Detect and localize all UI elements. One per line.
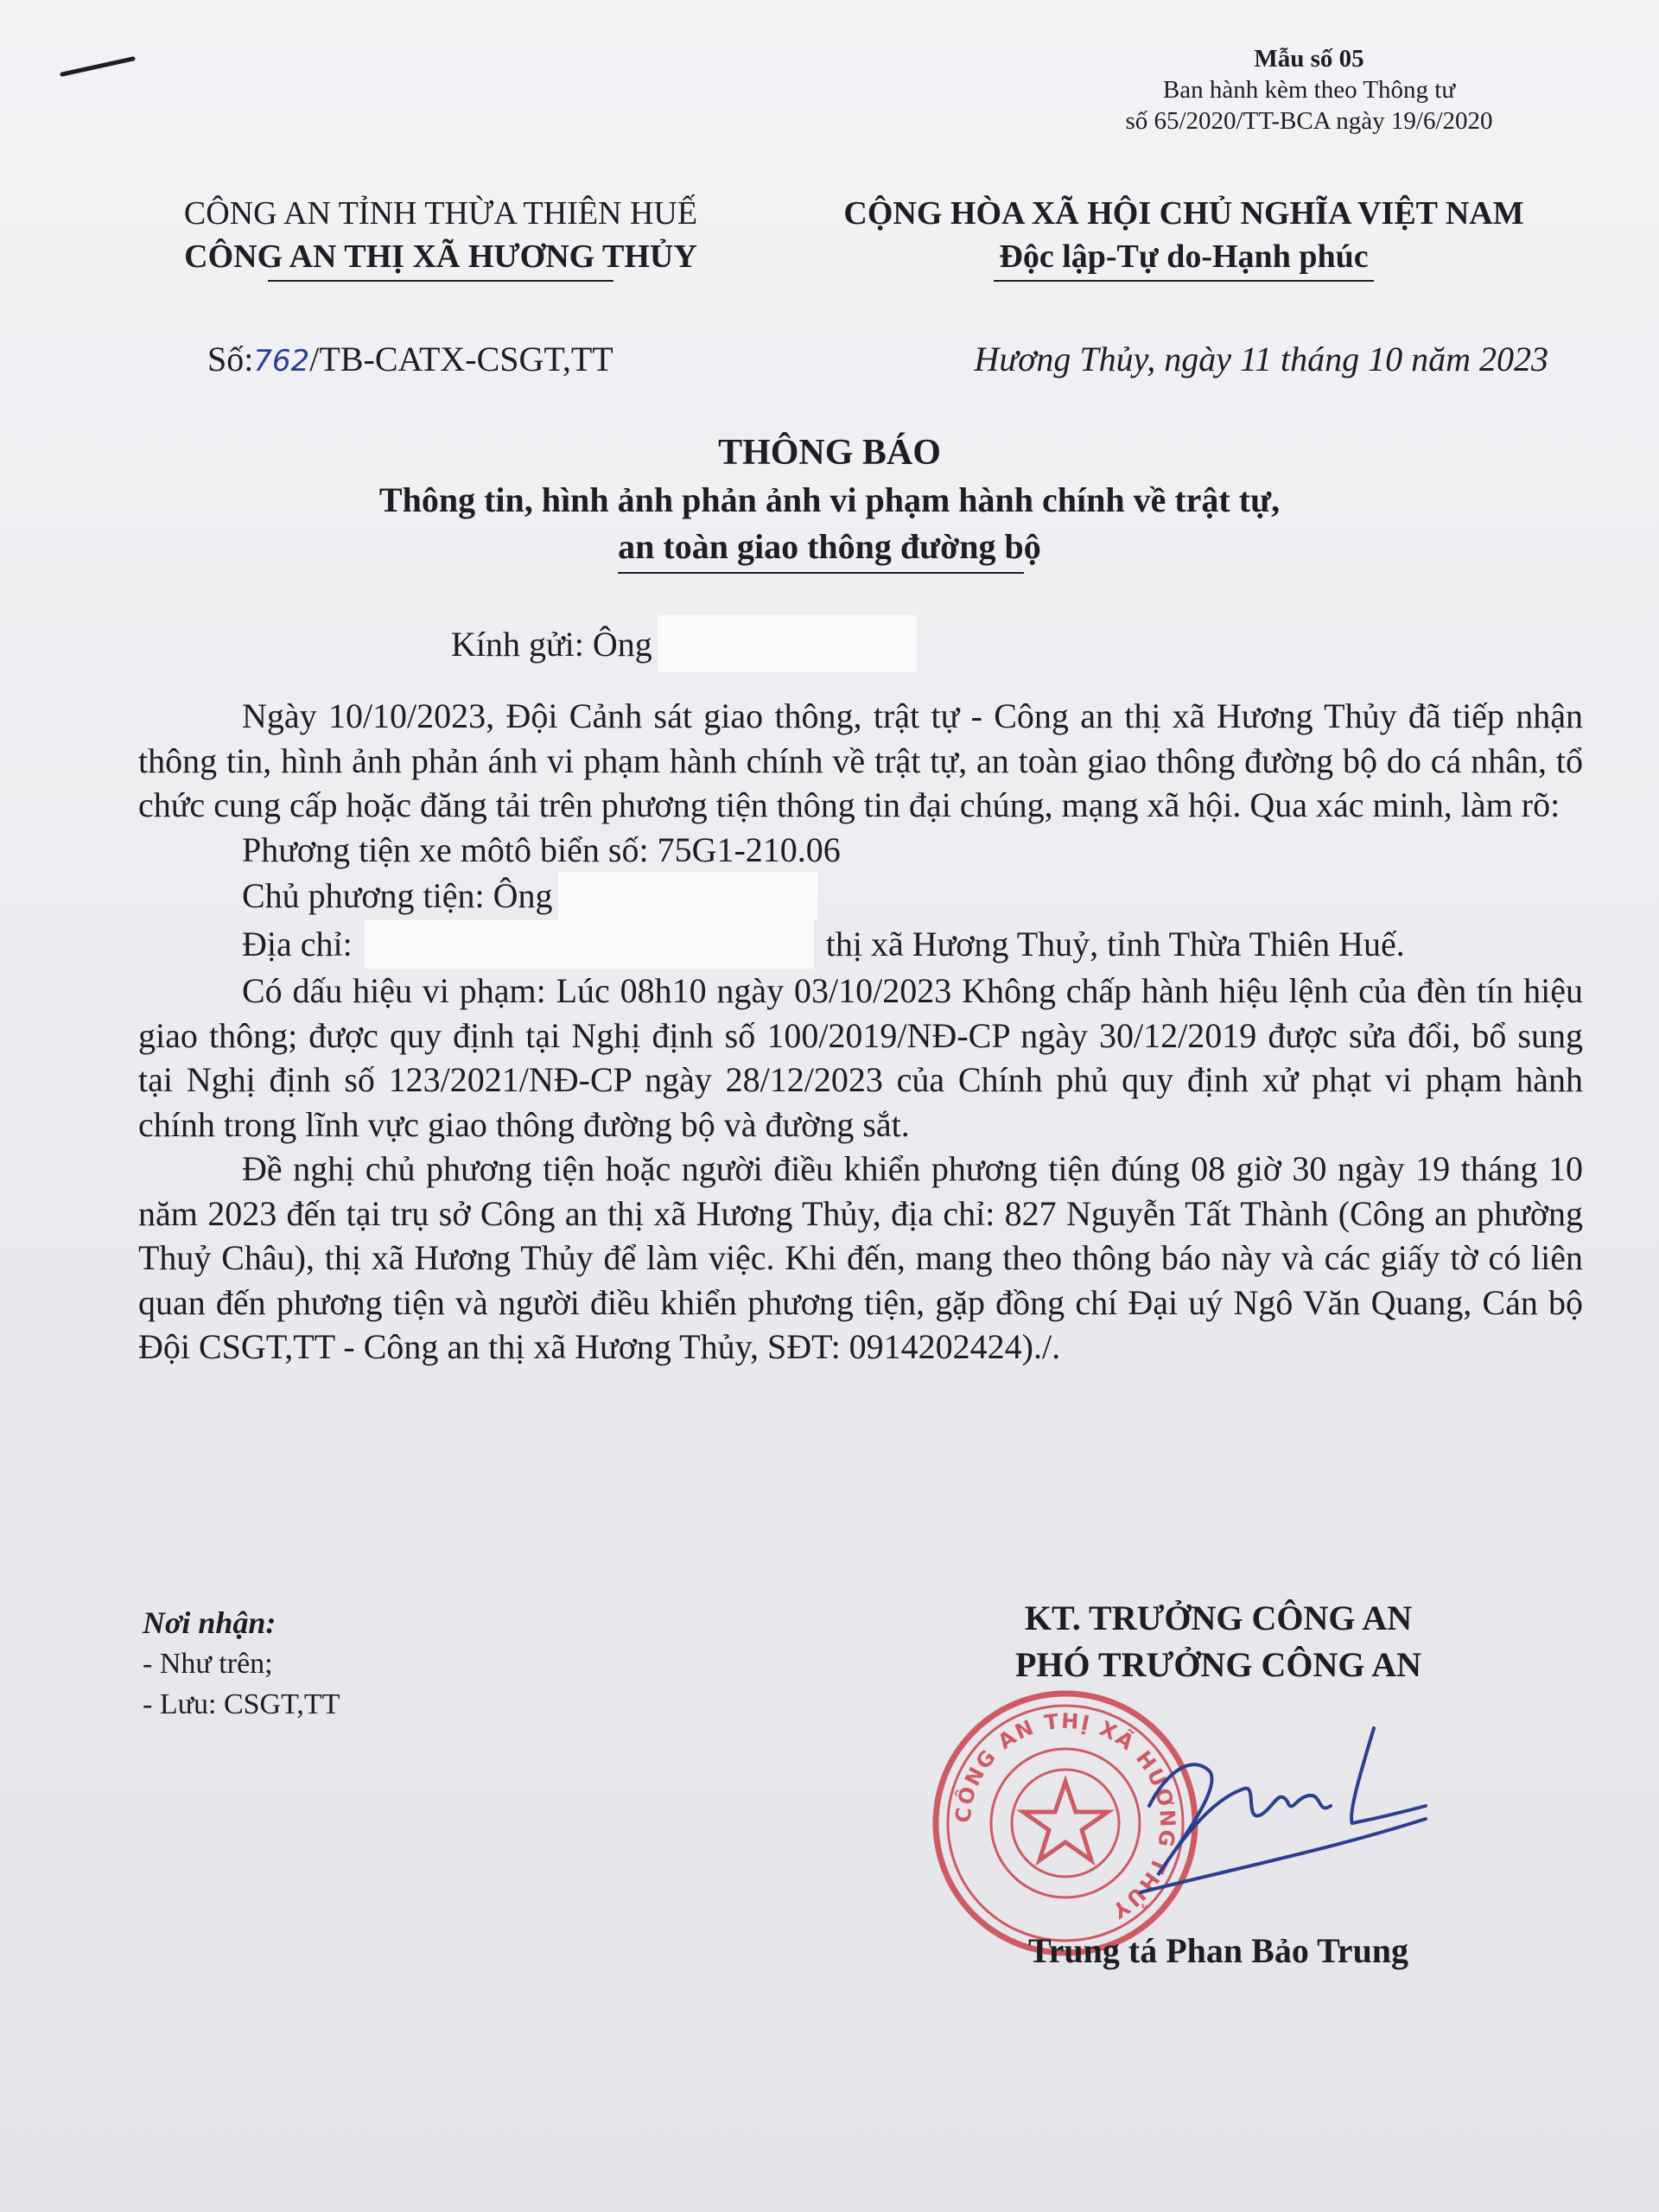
national-heading — [821, 192, 1547, 282]
title-underline — [618, 572, 1024, 574]
handwritten-ref-number: 762 — [253, 344, 310, 378]
document-header — [130, 192, 1547, 304]
nation-name: CỘNG HÒA XÃ HỘI CHỦ NGHĨA VIỆT NAM — [843, 195, 1524, 232]
signatory-role-1: KT. TRƯỞNG CÔNG AN — [1024, 1599, 1413, 1637]
owner-label: Chủ phương tiện: Ông — [242, 876, 553, 916]
form-number: Mẫu số 05 — [1254, 45, 1364, 73]
document-subtitle-1: Thông tin, hình ảnh phản ảnh vi phạm hành chính về trật tự, — [378, 480, 1281, 519]
form-ref-line1: Ban hành kèm theo Thông tư — [1162, 76, 1456, 104]
signatory-title — [950, 1595, 1486, 1688]
seal-text: CÔNG AN THỊ XÃ HƯƠNG THỦY — [950, 1708, 1180, 1924]
document-number — [207, 339, 613, 379]
recipient-item: - Như trên; — [143, 1648, 273, 1680]
paragraph-request: Đề nghị chủ phương tiện hoặc người điều khiển phương tiện đúng 08 giờ 30 ngày 19 tháng 10 năm 2023 đến tại trụ sở Công an thị xã Hương Thủy, địa chỉ: 827 Nguyễn Tất Thành (Công an phường Thuỷ Châu), thị xã Hương Thủy để làm việc. Khi đến, mang theo thông báo này và các giấy tờ có liên quan đến phương tiện và người điều khiển phương tiện, gặp đồng chí Đại uý Ngô Văn Quang, Cán bộ Đội CSGT,TT - Công an thị xã Hương Thủy, SĐT: 0914202424)./. — [138, 1149, 1583, 1366]
issuing-agency — [130, 192, 752, 282]
greeting-text: Kính gửi: Ông — [451, 624, 652, 664]
signatory-role-2: PHÓ TRƯỞNG CÔNG AN — [1014, 1645, 1422, 1684]
document-subtitle-2: an toàn giao thông đường bộ — [618, 527, 1041, 566]
signatory-name: Trung tá Phan Bảo Trung — [1027, 1931, 1409, 1970]
agency-underline — [268, 280, 613, 282]
redacted-owner — [558, 872, 817, 920]
national-motto: Độc lập-Tự do-Hạnh phúc — [999, 238, 1369, 275]
notice-body — [138, 694, 1583, 1370]
ref-prefix: Số: — [207, 340, 254, 378]
address-label: Địa chỉ: — [242, 925, 353, 964]
vehicle-line — [138, 828, 1583, 873]
greeting — [451, 615, 917, 672]
paragraph-violation: Có dấu hiệu vi phạm: Lúc 08h10 ngày 03/10/2023 Không chấp hành hiệu lệnh của đèn tín hiệu giao thông; được quy định tại Nghị định số 100/2019/NĐ-CP ngày 30/12/2019 được sửa đổi, bổ sung tại Nghị định số 123/2021/NĐ-CP ngày 28/12/2023 của Chính phủ quy định xử phạt vi phạm hành chính trong lĩnh vực giao thông đường bộ và đường sắt. — [138, 971, 1583, 1144]
agency-parent: CÔNG AN TỈNH THỪA THIÊN HUẾ — [183, 195, 698, 232]
pen-mark — [59, 54, 137, 79]
handwritten-signature — [1115, 1719, 1443, 1901]
form-reference — [1084, 43, 1534, 137]
redacted-name — [658, 615, 917, 672]
recipients-block — [143, 1603, 340, 1725]
motto-underline — [994, 280, 1374, 282]
recipients-label: Nơi nhận: — [143, 1605, 276, 1640]
ref-suffix: /TB-CATX-CSGT,TT — [309, 340, 613, 378]
redacted-address — [365, 920, 814, 969]
place-date: Hương Thủy, ngày 11 tháng 10 năm 2023 — [974, 340, 1548, 378]
address-line — [138, 920, 1583, 969]
form-ref-line2: số 65/2020/TT-BCA ngày 19/6/2020 — [1125, 107, 1493, 135]
owner-line — [138, 872, 1583, 920]
paragraph-intro: Ngày 10/10/2023, Đội Cảnh sát giao thông, trật tự - Công an thị xã Hương Thủy đã tiếp nhận thông tin, hình ảnh phản ánh vi phạm hành chính về trật tự, an toàn giao thông đường bộ do cá nhân, tổ chức cung cấp hoặc đăng tải trên phương tiện thông tin đại chúng, mạng xã hội. Qua xác minh, làm rõ: — [138, 696, 1583, 824]
document-title: THÔNG BÁO — [718, 433, 941, 473]
agency-name: CÔNG AN THỊ XÃ HƯƠNG THỦY — [184, 238, 697, 275]
document-title-block — [0, 429, 1659, 574]
address-tail: thị xã Hương Thuỷ, tỉnh Thừa Thiên Huế. — [825, 925, 1405, 964]
vehicle-plate: Phương tiện xe môtô biển số: 75G1-210.06 — [242, 830, 841, 869]
recipient-item: - Lưu: CSGT,TT — [143, 1688, 340, 1720]
